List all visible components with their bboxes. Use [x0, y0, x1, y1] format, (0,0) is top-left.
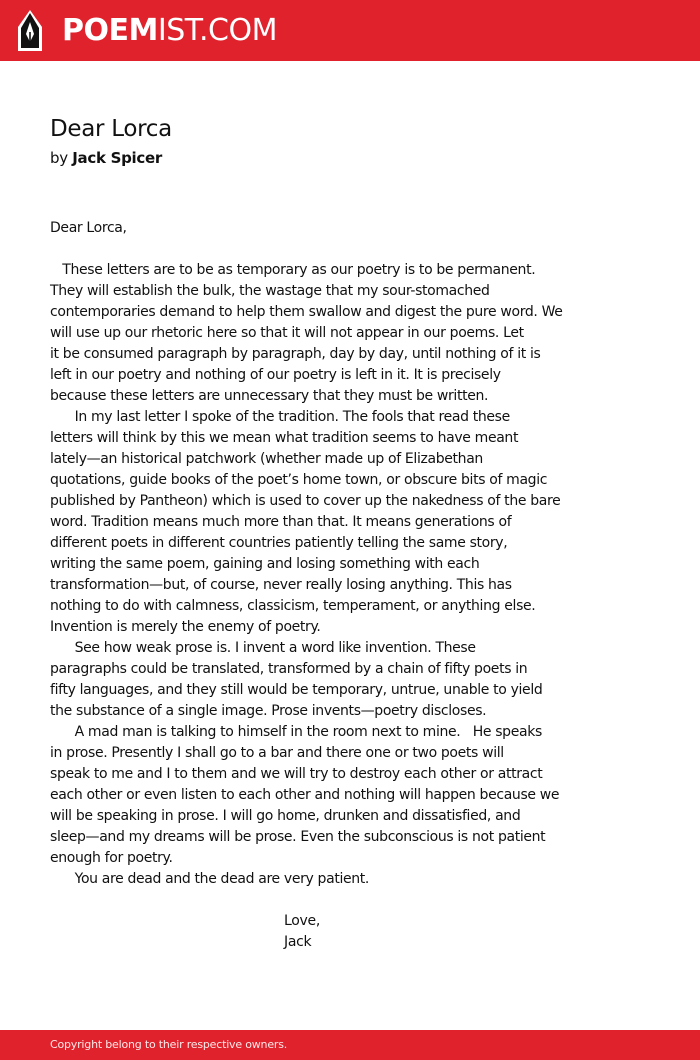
poem-line: lately—an historical patchwork (whether made up of Elizabethan [50, 451, 483, 467]
poem-line: fifty languages, and they still would be temporary, untrue, unable to yield [50, 682, 543, 698]
poem-line: A mad man is talking to himself in the room next to mine. He speaks [50, 724, 542, 740]
poem-line: it be consumed paragraph by paragraph, day by day, until nothing of it is [50, 346, 541, 362]
poem-line: published by Pantheon) which is used to cover up the nakedness of the bare [50, 493, 561, 509]
poem-line: the substance of a single image. Prose invents—poetry discloses. [50, 703, 487, 719]
site-footer [0, 1030, 700, 1060]
poem-line: writing the same poem, gaining and losing something with each [50, 556, 480, 572]
poem-line: letters will think by this we mean what tradition seems to have meant [50, 430, 519, 446]
by-label: by [50, 149, 68, 167]
poem-line: will be speaking in prose. I will go home, drunken and dissatisfied, and [50, 808, 521, 824]
brand-light: IST.COM [157, 13, 277, 48]
poem-line: different poets in different countries patiently telling the same story, [50, 535, 508, 551]
poem-line: speak to me and I to them and we will try to destroy each other or attract [50, 766, 543, 782]
poem-line: left in our poetry and nothing of our poetry is left in it. It is precisely [50, 367, 501, 383]
poem-line: will use up our rhetoric here so that it will not appear in our poems. Let [50, 325, 524, 341]
poem-line: paragraphs could be translated, transformed by a chain of fifty poets in [50, 661, 528, 677]
poem-line: word. Tradition means much more than that. It means generations of [50, 514, 512, 530]
brand-bold: POEM [62, 13, 158, 48]
salutation: Dear Lorca, [50, 220, 127, 236]
site-logo-text[interactable] [62, 13, 277, 49]
poem-line: Invention is merely the enemy of poetry. [50, 619, 321, 635]
poem-body [50, 218, 610, 890]
poem-line: because these letters are unnecessary that they must be written. [50, 388, 489, 404]
poem-line: enough for poetry. [50, 850, 173, 866]
poem-line: sleep—and my dreams will be prose. Even the subconscious is not patient [50, 829, 546, 845]
poem-line: See how weak prose is. I invent a word like invention. These [50, 640, 476, 656]
author-name: Jack Spicer [72, 149, 162, 167]
poem-line: nothing to do with calmness, classicism, temperament, or anything else. [50, 598, 536, 614]
poem-line: quotations, guide books of the poet’s home town, or obscure bits of magic [50, 472, 548, 488]
site-header [0, 0, 700, 61]
signoff [284, 911, 320, 953]
poem-byline [50, 149, 162, 167]
poem-line: contemporaries demand to help them swallow and digest the pure word. We [50, 304, 563, 320]
poem-title: Dear Lorca [50, 116, 172, 142]
closing: Love, [284, 913, 320, 929]
stanza-gap [50, 239, 610, 260]
poem-line: You are dead and the dead are very patient. [50, 871, 370, 887]
poem-lines [50, 260, 610, 890]
copyright-text: Copyright belong to their respective owners. [50, 1038, 288, 1051]
poem-line: These letters are to be as temporary as our poetry is to be permanent. [50, 262, 536, 278]
poem-line: in prose. Presently I shall go to a bar and there one or two poets will [50, 745, 504, 761]
poem-line: They will establish the bulk, the wastage that my sour-stomached [50, 283, 490, 299]
poem-line: transformation—but, of course, never really losing anything. This has [50, 577, 512, 593]
signature: Jack [284, 934, 312, 950]
poem-line: each other or even listen to each other and nothing will happen because we [50, 787, 560, 803]
poem-line: In my last letter I spoke of the tradition. The fools that read these [50, 409, 510, 425]
pen-nib-icon[interactable] [18, 10, 42, 51]
